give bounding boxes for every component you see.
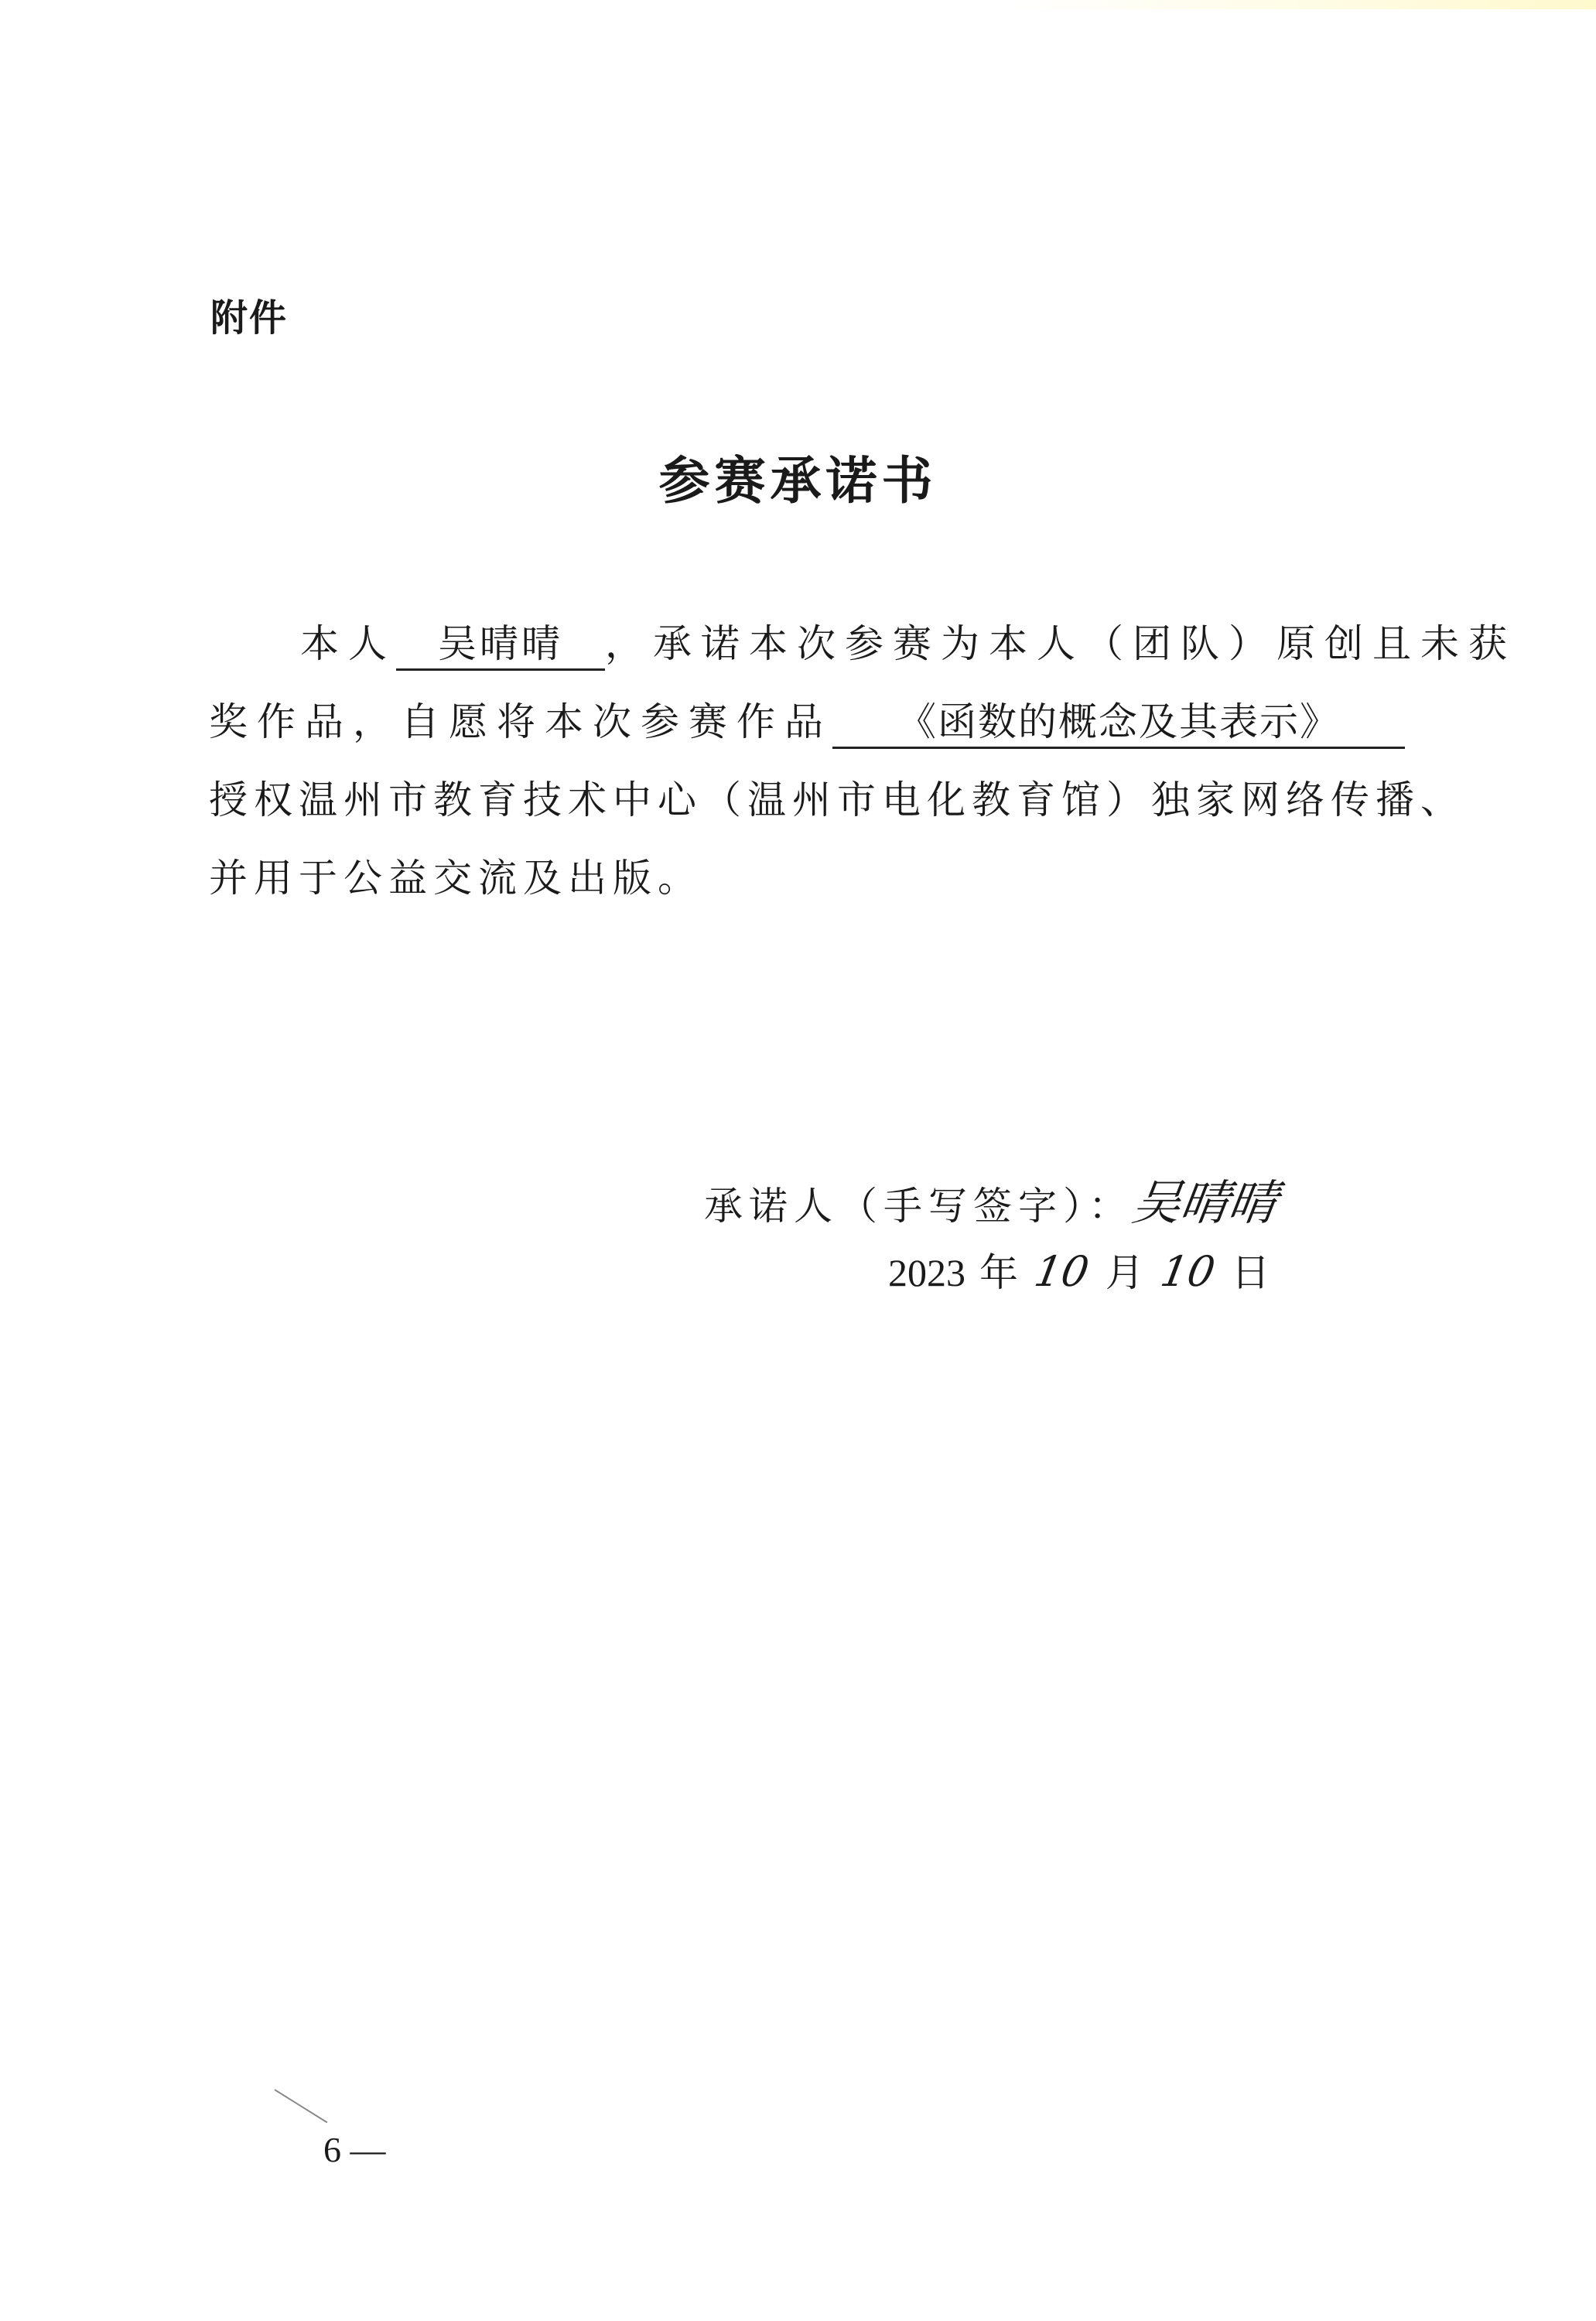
line1-suffix: ，承诺本次参赛为本人（团队）原创且未获 [605, 621, 1516, 666]
attachment-label: 附件 [210, 296, 289, 340]
date-day-unit: 日 [1231, 1250, 1270, 1295]
body-line-3: 授权温州市教育技术中心（温州市电化教育馆）独家网络传播、 [209, 778, 1465, 822]
scan-scratch-mark [274, 2089, 327, 2123]
line1-prefix: 本人 [300, 621, 396, 666]
scan-edge-artifact [1008, 0, 1596, 9]
date-month-unit: 月 [1105, 1250, 1144, 1295]
signature-row [704, 1164, 1281, 1233]
line2-prefix: 奖作品，自愿将本次参赛作品 [209, 699, 832, 744]
date-month: 10 [1030, 1247, 1093, 1296]
handwritten-signature: 吴晴晴 [1129, 1174, 1281, 1231]
date-year-unit: 年 [979, 1250, 1018, 1295]
date-year: 2023 [888, 1251, 965, 1294]
pledger-name-field: 吴晴晴 [396, 613, 605, 671]
body-line-4: 并用于公益交流及出版。 [209, 856, 702, 901]
date-row [888, 1242, 1270, 1297]
date-day: 10 [1157, 1247, 1218, 1296]
document-title: 参赛承诺书 [658, 451, 938, 511]
work-title-field: 《函数的概念及其表示》 [832, 691, 1405, 749]
body-line-1 [300, 613, 1516, 671]
signature-label: 承诺人（手写签字）： [704, 1184, 1133, 1229]
page-number: 6 — [323, 2130, 386, 2169]
body-line-2 [209, 691, 1405, 749]
